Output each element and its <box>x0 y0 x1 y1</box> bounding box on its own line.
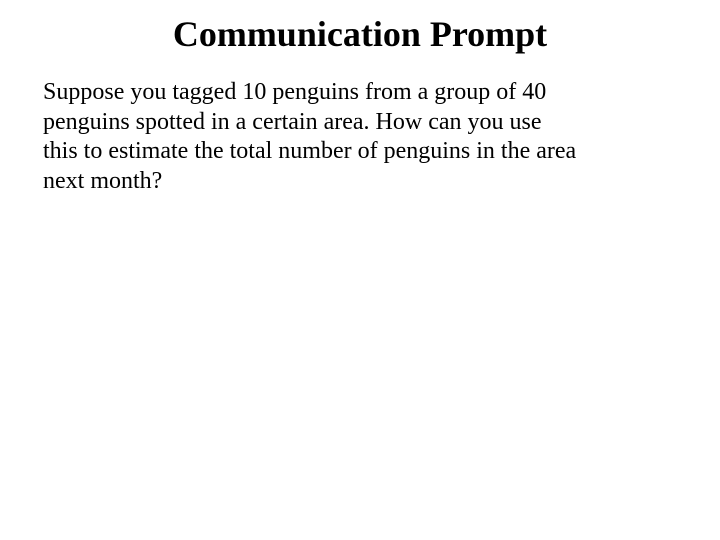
prompt-text <box>43 78 703 196</box>
prompt-line: penguins spotted in a certain area. How can you use <box>43 108 542 135</box>
slide-title: Communication Prompt <box>172 14 548 54</box>
prompt-line: this to estimate the total number of penguins in the area <box>43 138 577 164</box>
prompt-line: Suppose you tagged 10 penguins from a group of 40 <box>43 79 547 105</box>
prompt-line: next month? <box>43 167 163 194</box>
